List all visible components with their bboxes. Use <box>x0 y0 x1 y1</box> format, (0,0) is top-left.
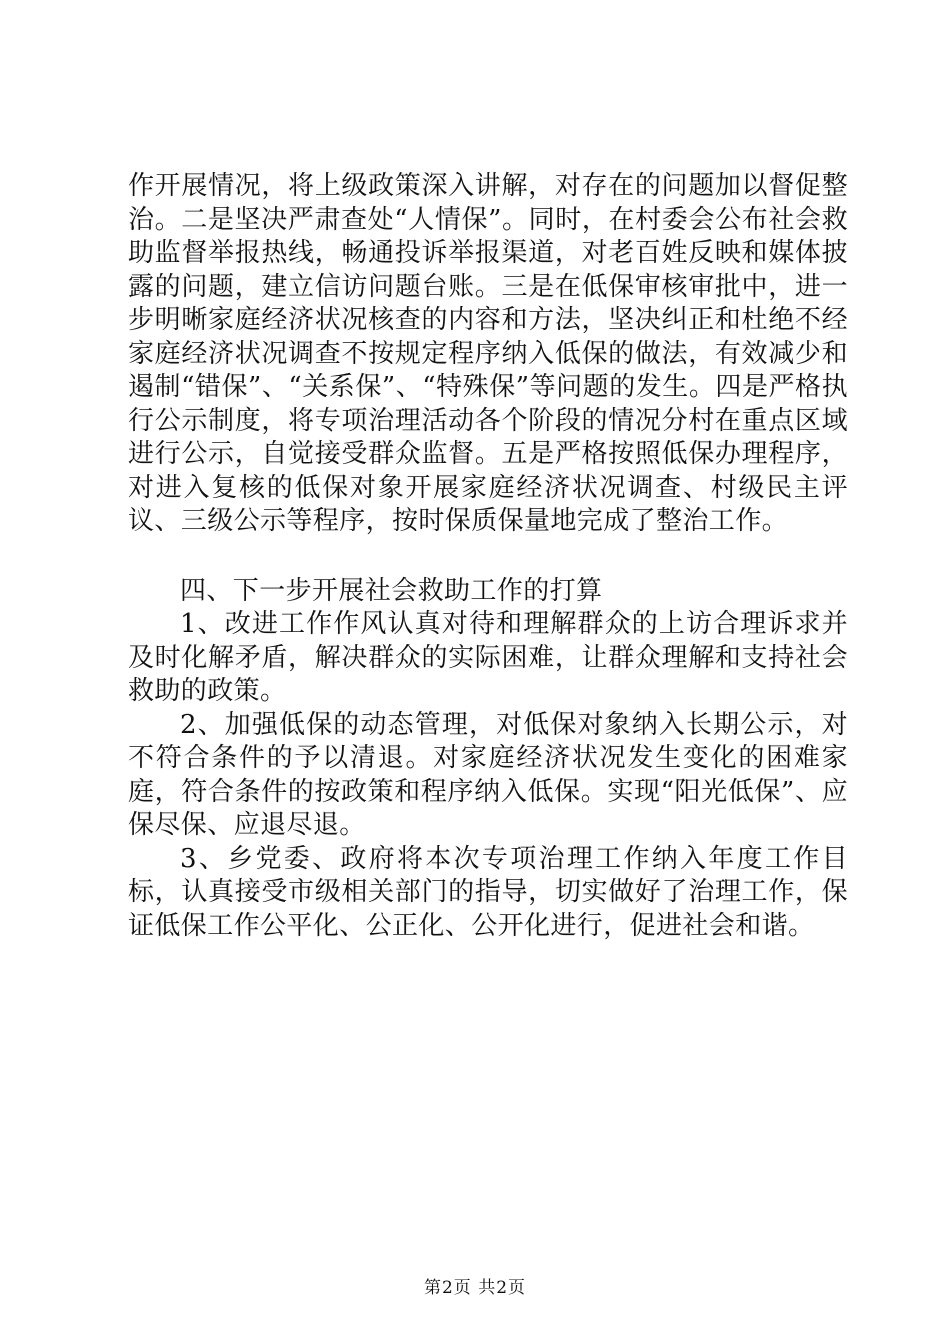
section-heading: 四、下一步开展社会救助工作的打算 <box>180 575 603 606</box>
page-number-footer: 第2页 共2页 <box>423 1278 527 1298</box>
list-item: 3、乡党委、政府将本次专项治理工作纳入年度工作目标，认真接受市级相关部门的指导，切实做好了治理工作，保证低保工作公平化、公正化、公开化进行，促进社会和谐。 <box>128 843 848 941</box>
list-item: 1、改进工作作风认真对待和理解群众的上访合理诉求并及时化解矛盾，解决群众的实际困难，让群众理解和支持社会救助的政策。 <box>128 609 848 706</box>
intro-paragraph: 作开展情况，将上级政策深入讲解，对存在的问题加以督促整治。二是坚决严肃查处“人情保”。同时，在村委会公布社会救助监督举报热线，畅通投诉举报渠道，对老百姓反映和媒体披露的问题，建立信访问题台账。三是在低保审核审批中，进一步明晰家庭经济状况核查的内容和方法，坚决纠正和杜绝不经家庭经济状况调查不按规定程序纳入低保的做法，有效减少和遏制“错保”、“关系保”、“特殊保”等问题的发生。四是严格执行公示制度，将专项治理活动各个阶段的情况分村在重点区域进行公示，自觉接受群众监督。五是严格按照低保办理程序，对进入复核的低保对象开展家庭经济状况调查、村级民主评议、三级公示等程序，按时保质保量地完成了整治工作。 <box>128 171 848 536</box>
list-item: 2、加强低保的动态管理，对低保对象纳入长期公示，对不符合条件的予以清退。对家庭经济状况发生变化的困难家庭，符合条件的按政策和程序纳入低保。实现“阳光低保”、应保尽保、应退尽退。 <box>128 709 848 840</box>
document-body <box>128 170 848 943</box>
